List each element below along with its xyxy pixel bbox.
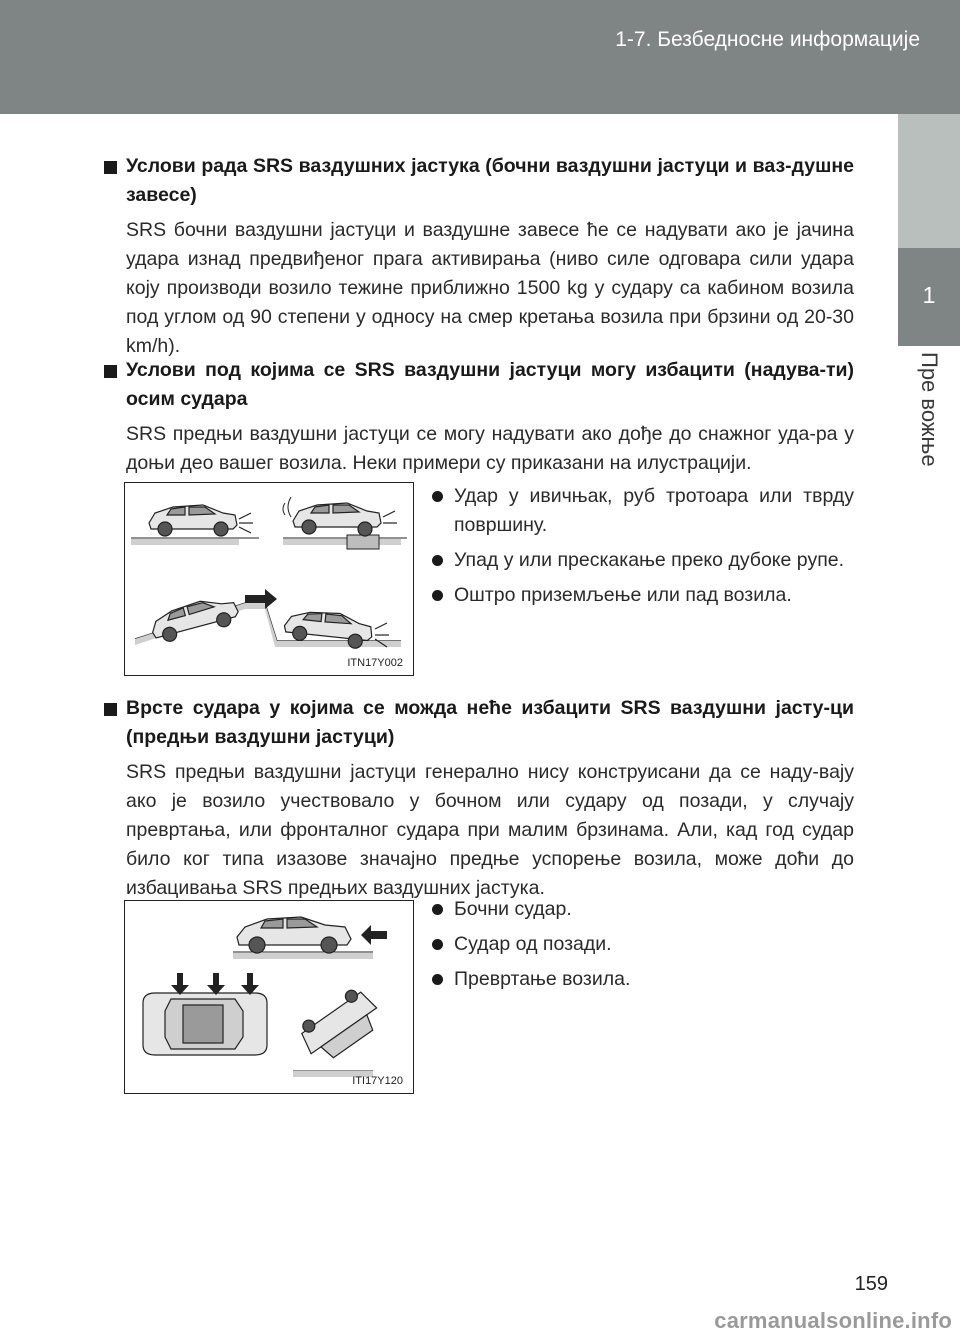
chapter-title: 1-7. Безбедносне информације: [615, 28, 920, 51]
illustration-side-rear-rollover: [124, 900, 414, 1094]
watermark[interactable]: carmanualsonline.info: [714, 1308, 952, 1333]
page-header: [0, 0, 960, 114]
list-item-text: Удар у ивичњак, руб тротоара или тврду површину.: [454, 485, 854, 536]
section-operating-conditions: [104, 152, 854, 361]
list-item: [432, 895, 854, 924]
figure-code: ITI17Y120: [352, 1075, 403, 1087]
illustration-curb-impact: [124, 482, 414, 676]
chapter-number: 1: [922, 282, 936, 308]
car-icon: [237, 917, 351, 953]
list-item-text: Бочни судар.: [454, 898, 572, 920]
heading-text: Услови рада SRS ваздушних јастука (бочни ваздушни јастуци и ваз-душне завесе): [126, 155, 854, 206]
car-top-view-icon: [143, 993, 267, 1055]
bullet-dot-icon: [432, 974, 443, 985]
car-icon: [149, 505, 237, 536]
section-non-collision-deployment: [104, 356, 854, 478]
square-bullet-icon: [104, 161, 117, 174]
bullet-dot-icon: [432, 939, 443, 950]
bullet-dot-icon: [432, 590, 443, 601]
car-icon: [148, 592, 241, 645]
arrow-icon: [361, 925, 387, 945]
section-heading: [104, 694, 854, 752]
list-item: [432, 482, 854, 540]
bullet-list-1: [432, 482, 854, 616]
heading-text: Врсте судара у којима се можда неће избацити SRS ваздушни јасту-ци (предњи ваздушни јастуци): [126, 697, 854, 748]
collision-types-illustration: [125, 901, 413, 1093]
car-rollover-icon: [294, 983, 386, 1067]
list-item: [432, 546, 854, 575]
section-body: SRS предњи ваздушни јастуци генерално нису конструисани да се наду-вају ако је возило учествовало у бочном или судару од позади, у случају превртања, или фронталног судара при малим брзинама. Али, кад год судар било ког типа изазове значајно предње успорење возила, може доћи до избацивања SRS предњих ваздушних јастука.: [126, 761, 854, 899]
arrow-icon: [171, 973, 259, 995]
car-icon: [293, 503, 381, 536]
page-number: 159: [854, 1273, 888, 1295]
chapter-label: Пре вожње: [917, 352, 942, 467]
bullet-dot-icon: [432, 904, 443, 915]
section-heading: [104, 152, 854, 210]
side-strip: [898, 114, 960, 248]
section-body: SRS предњи ваздушни јастуци се могу надувати ако дође до снажног уда-ра у доњи део вашег возила. Неки примери су приказани на илустрацији.: [126, 423, 854, 474]
list-item: [432, 930, 854, 959]
list-item: [432, 581, 854, 610]
list-item-text: Судар од позади.: [454, 933, 612, 955]
list-item: [432, 965, 854, 994]
car-impact-illustration: [125, 483, 413, 675]
bullet-dot-icon: [432, 491, 443, 502]
bullet-list-2: [432, 895, 854, 1000]
section-body: SRS бочни ваздушни јастуци и ваздушне завесе ће се надувати ако је јачина удара изнад предвиђеног прага активирања (ниво силе одговара сили удара коју производи возило тежине приближно 1500 kg у судару са кабином возила под углом од 90 степени у односу на смер кретања возила при брзини од 20-30 km/h).: [126, 219, 854, 357]
square-bullet-icon: [104, 365, 117, 378]
list-item-text: Превртање возила.: [454, 968, 631, 990]
chapter-tab[interactable]: [898, 248, 960, 346]
section-non-deployment-collisions: [104, 694, 854, 903]
chapter-label-wrap: [898, 346, 960, 526]
list-item-text: Упад у или прескакање преко дубоке рупе.: [454, 549, 845, 571]
bullet-dot-icon: [432, 555, 443, 566]
section-heading: [104, 356, 854, 414]
list-item-text: Оштро приземљење или пад возила.: [454, 584, 792, 606]
figure-code: ITN17Y002: [347, 657, 403, 669]
square-bullet-icon: [104, 703, 117, 716]
heading-text: Услови под којима се SRS ваздушни јастуци могу избацити (надува-ти) осим судара: [126, 359, 854, 410]
